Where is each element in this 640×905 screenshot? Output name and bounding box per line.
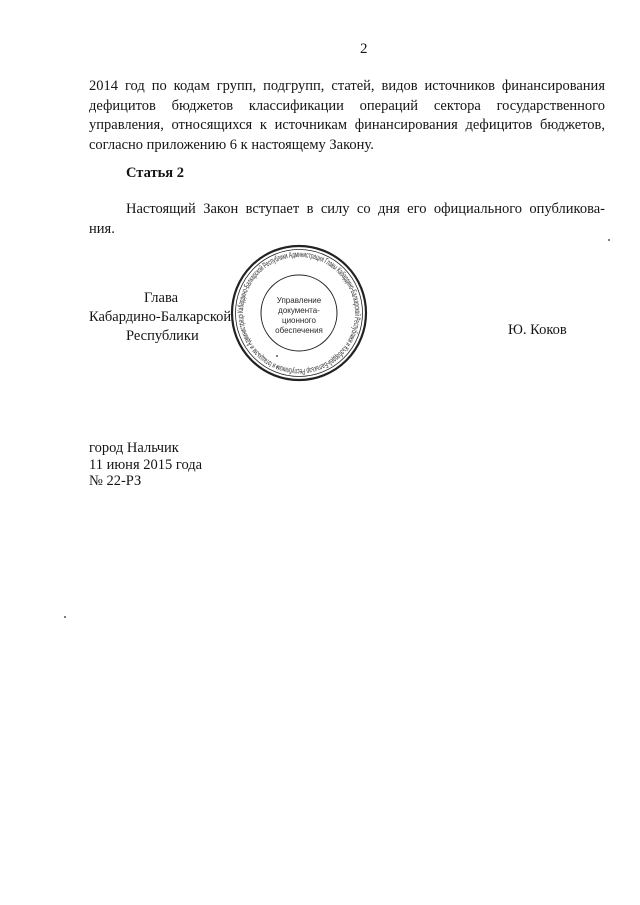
article-heading: Статья 2 [126, 165, 184, 181]
article-line: ния. [89, 220, 115, 237]
signature-title-line: Кабардино-Балкарской [89, 309, 232, 325]
signature-title-line: Республики [126, 328, 199, 344]
scan-speck [276, 366, 278, 368]
article-line: Настоящий Закон вступает в силу со дня его официального опубликова- [126, 201, 605, 217]
scan-speck [276, 355, 278, 357]
document-number: № 22-РЗ [89, 473, 142, 489]
intro-line: дефицитов бюджетов классификации операций сектора государственного [89, 97, 605, 114]
place-city: город Нальчик [89, 440, 179, 456]
signatory-name: Ю. Коков [508, 322, 567, 338]
article-paragraph [89, 200, 605, 239]
intro-line: управления, относящихся к источникам финансирования дефицитов бюджетов, [89, 117, 605, 133]
seal-center-line: обеспечения [275, 326, 323, 335]
signature-title-line: Глава [144, 290, 179, 306]
scan-speck [64, 616, 66, 618]
page-number: 2 [360, 41, 368, 57]
intro-paragraph [89, 77, 605, 155]
seal-center-line: документа- [278, 306, 320, 315]
intro-line: 2014 год по кодам групп, подгрупп, статей, видов источников финансирования [89, 78, 605, 94]
intro-line: согласно приложению 6 к настоящему Закону. [89, 136, 374, 153]
seal-center-line: ционного [282, 316, 316, 325]
scan-speck [608, 239, 610, 241]
official-seal [229, 243, 369, 383]
seal-outer-text: Кабардино-Балкарской Республики Администрация Главы Кабардино-Балкарской Республики и Къэбэрдей-Балъкъэр Республикэ и Іэтащхьэм и Администрацэ [235, 249, 363, 377]
document-date: 11 июня 2015 года [89, 457, 203, 473]
seal-center-line: Управление [276, 296, 322, 305]
